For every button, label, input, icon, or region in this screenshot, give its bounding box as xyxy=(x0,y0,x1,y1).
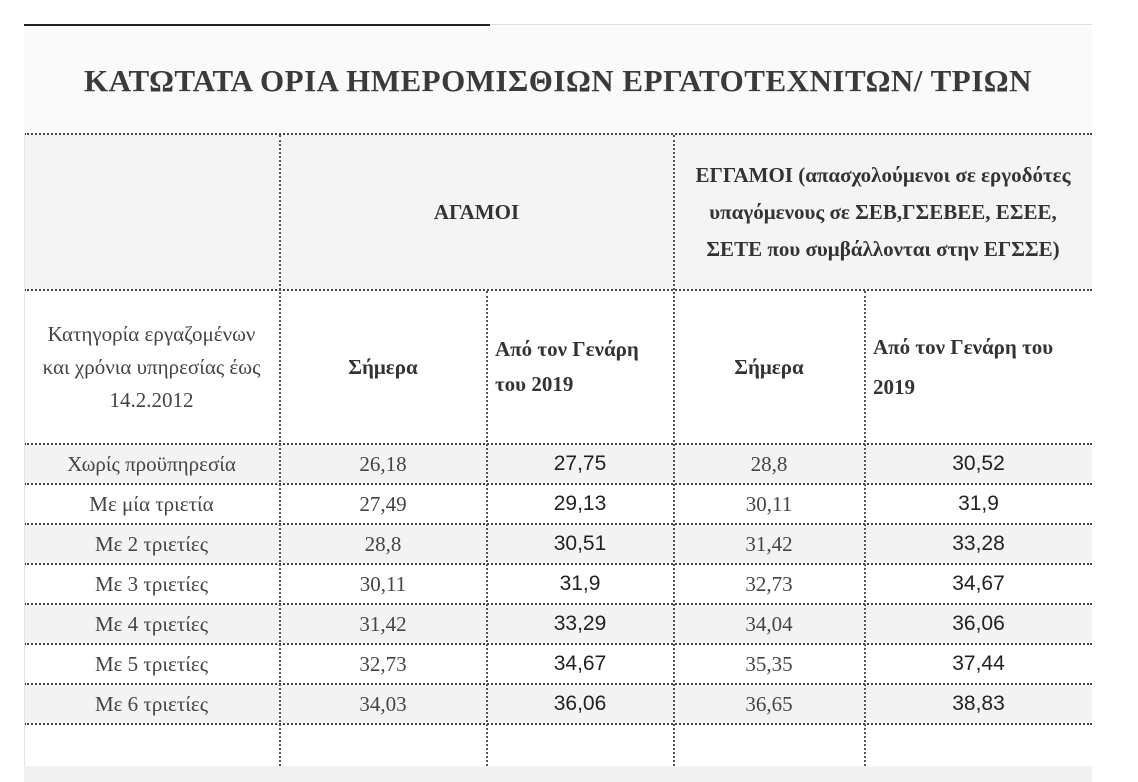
row-label: Με 5 τριετίες xyxy=(24,645,279,683)
col-divider-2 xyxy=(486,291,488,766)
eggamoi-2019-cell: 37,44 xyxy=(865,645,1092,683)
header-agamoi xyxy=(280,135,673,289)
rule-header-1 xyxy=(24,289,1092,291)
eggamoi-today-cell: 36,65 xyxy=(674,685,864,723)
eggamoi-today-cell: 34,04 xyxy=(674,605,864,643)
eggamoi-2019-cell: 34,67 xyxy=(865,565,1092,603)
header-from-jan-eggamoi xyxy=(865,291,1092,443)
wage-table xyxy=(24,24,1092,782)
rule-row-7 xyxy=(24,723,1092,725)
bottom-band xyxy=(24,766,1092,782)
eggamoi-2019-cell: 38,83 xyxy=(865,685,1092,723)
agamoi-2019-cell: 31,9 xyxy=(487,565,673,603)
header-eggamoi-label: ΕΓΓΑΜΟΙ (απασχολούμενοι σε εργοδότες υπαγόμενους σε ΣΕΒ,ΓΣΕΒΕΕ, ΕΣΕΕ, ΣΕΤΕ που συμβάλλονται στην ΕΓΣΣΕ) xyxy=(695,162,1071,261)
rule-row-5 xyxy=(24,643,1092,645)
table-title xyxy=(24,28,1092,135)
empty-cell xyxy=(674,725,864,765)
row-label: Με μία τριετία xyxy=(24,485,279,523)
agamoi-2019-cell: 30,51 xyxy=(487,525,673,563)
header-agamoi-label: ΑΓΑΜΟΙ xyxy=(433,199,520,224)
agamoi-2019-cell: 34,67 xyxy=(487,645,673,683)
row-label: Με 4 τριετίες xyxy=(24,605,279,643)
agamoi-today-cell: 30,11 xyxy=(280,565,486,603)
header-category-label: Κατηγορία εργαζομένων και χρόνια υπηρεσίας έως 14.2.2012 xyxy=(42,321,261,412)
eggamoi-2019-cell: 33,28 xyxy=(865,525,1092,563)
eggamoi-today-cell: 28,8 xyxy=(674,445,864,483)
header-from-jan-agamoi xyxy=(487,291,673,443)
agamoi-today-cell: 31,42 xyxy=(280,605,486,643)
header-category xyxy=(24,291,279,443)
row-label: Με 2 τριετίες xyxy=(24,525,279,563)
top-rule-light xyxy=(490,24,1092,25)
empty-cell xyxy=(865,725,1092,765)
row-label: Με 3 τριετίες xyxy=(24,565,279,603)
rule-row-6 xyxy=(24,683,1092,685)
rule-row-2 xyxy=(24,523,1092,525)
eggamoi-today-cell: 32,73 xyxy=(674,565,864,603)
table-title-text: ΚΑΤΩΤΑΤΑ ΟΡΙΑ ΗΜΕΡΟΜΙΣΘΙΩΝ ΕΡΓΑΤΟΤΕΧΝΙΤΩΝ/ ΤΡΙΩΝ xyxy=(84,62,1032,98)
header-today-eggamoi xyxy=(674,291,864,443)
eggamoi-2019-cell: 30,52 xyxy=(865,445,1092,483)
eggamoi-today-cell: 31,42 xyxy=(674,525,864,563)
rule-row-4 xyxy=(24,603,1092,605)
left-border xyxy=(24,133,25,766)
eggamoi-today-cell: 30,11 xyxy=(674,485,864,523)
eggamoi-today-cell: 35,35 xyxy=(674,645,864,683)
agamoi-2019-cell: 27,75 xyxy=(487,445,673,483)
header-from-jan-eggamoi-label: Από τον Γενάρη του 2019 xyxy=(873,335,1054,399)
col-divider-1 xyxy=(279,135,281,766)
header-today-agamoi xyxy=(280,291,486,443)
agamoi-today-cell: 32,73 xyxy=(280,645,486,683)
header-eggamoi xyxy=(674,135,1092,289)
header-today-agamoi-label: Σήμερα xyxy=(348,354,418,379)
col-divider-4 xyxy=(864,291,866,766)
header-empty-corner xyxy=(24,135,279,289)
agamoi-2019-cell: 36,06 xyxy=(487,685,673,723)
empty-cell xyxy=(24,725,279,765)
eggamoi-2019-cell: 36,06 xyxy=(865,605,1092,643)
agamoi-today-cell: 27,49 xyxy=(280,485,486,523)
empty-cell xyxy=(487,725,673,765)
header-from-jan-agamoi-label: Από τον Γενάρη του 2019 xyxy=(495,337,639,396)
agamoi-today-cell: 26,18 xyxy=(280,445,486,483)
agamoi-2019-cell: 33,29 xyxy=(487,605,673,643)
eggamoi-2019-cell: 31,9 xyxy=(865,485,1092,523)
rule-header-2 xyxy=(24,443,1092,445)
rule-row-1 xyxy=(24,483,1092,485)
agamoi-2019-cell: 29,13 xyxy=(487,485,673,523)
top-rule xyxy=(24,24,490,26)
col-divider-3 xyxy=(673,135,675,766)
header-today-eggamoi-label: Σήμερα xyxy=(734,354,804,379)
row-label: Χωρίς προϋπηρεσία xyxy=(24,445,279,483)
rule-row-3 xyxy=(24,563,1092,565)
row-label: Με 6 τριετίες xyxy=(24,685,279,723)
agamoi-today-cell: 34,03 xyxy=(280,685,486,723)
agamoi-today-cell: 28,8 xyxy=(280,525,486,563)
empty-cell xyxy=(280,725,486,765)
